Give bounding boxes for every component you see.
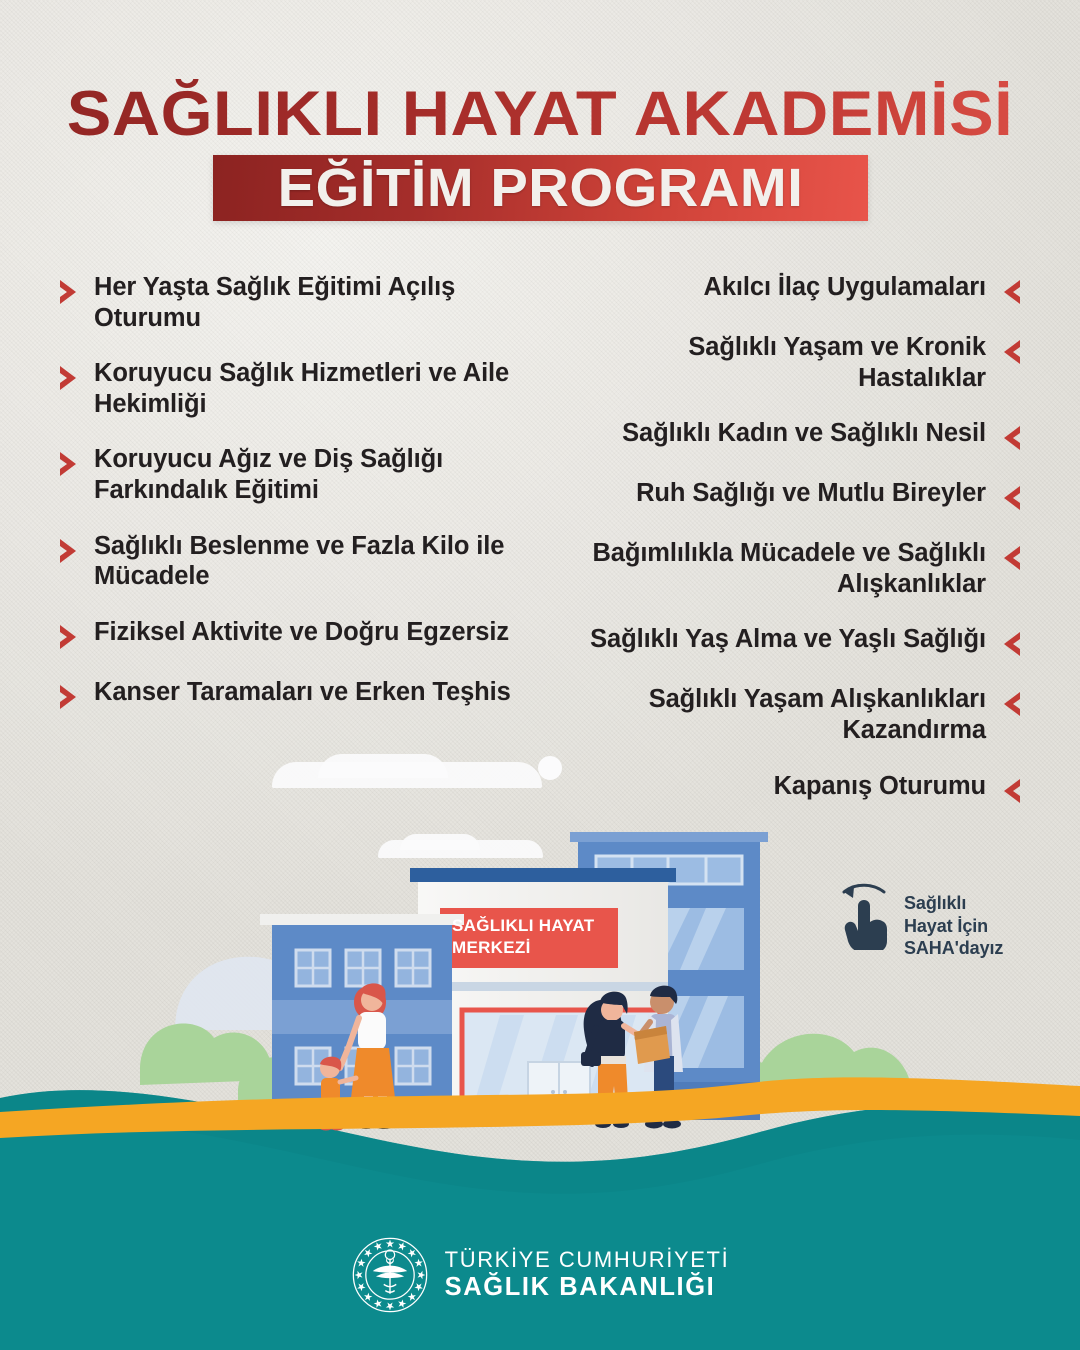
chevron-right-icon	[56, 449, 82, 479]
list-item-label: Sağlıklı Kadın ve Sağlıklı Nesil	[622, 419, 986, 448]
sign-line-1: SAĞLIKLI HAYAT	[452, 916, 595, 935]
subtitle-text: EĞİTİM PROGRAMI	[277, 158, 804, 218]
chevron-right-icon	[56, 277, 82, 307]
list-item	[554, 624, 1024, 659]
list-item	[56, 444, 516, 505]
pointing-hand-icon	[838, 878, 894, 950]
list-item	[56, 617, 516, 652]
slogan-line-2: Hayat İçin	[904, 915, 989, 936]
slogan-block	[838, 878, 1048, 960]
chevron-left-icon	[998, 423, 1024, 453]
list-item	[554, 418, 1024, 453]
health-center-ledge	[418, 982, 668, 991]
list-item-label: Bağımlılıkla Mücadele ve Sağlıklı Alışkanlıklar	[592, 539, 986, 598]
window-grid	[296, 950, 430, 986]
program-list-left	[56, 272, 516, 737]
list-item-label: Akılcı İlaç Uygulamaları	[703, 273, 986, 301]
list-item	[554, 332, 1024, 393]
sign-line-2: MERKEZİ	[452, 938, 531, 958]
chevron-left-icon	[998, 337, 1024, 367]
list-item-label: Sağlıklı Yaş Alma ve Yaşlı Sağlığı	[590, 625, 986, 654]
list-item	[554, 478, 1024, 513]
chevron-left-icon	[998, 629, 1024, 659]
footer-logo-area	[0, 1200, 1080, 1350]
list-item-label: Kapanış Oturumu	[773, 771, 986, 800]
building-right-roof	[570, 832, 768, 842]
slogan-line-3: SAHA'dayız	[904, 938, 1004, 959]
list-item-label: Her Yaşta Sağlık Eğitimi Açılış Oturumu	[94, 273, 456, 332]
chevron-right-icon	[56, 622, 82, 652]
slogan-line-1: Sağlıklı	[904, 893, 967, 913]
list-item-label: Koruyucu Ağız ve Diş Sağlığı Farkındalık Eğitimi	[94, 445, 444, 504]
list-item	[56, 358, 516, 419]
list-item-label: Kanser Taramaları ve Erken Teşhis	[94, 677, 511, 706]
chevron-right-icon	[56, 363, 82, 393]
page-title: SAĞLIKLI HAYAT AKADEMİSİ	[0, 78, 1080, 150]
ministry-line-1: TÜRKİYE CUMHURİYETİ	[444, 1247, 730, 1273]
list-item-label: Sağlıklı Beslenme ve Fazla Kilo ile Mücadele	[94, 531, 505, 591]
list-item-label: Fiziksel Aktivite ve Doğru Egzersiz	[94, 617, 510, 646]
chevron-left-icon	[998, 543, 1024, 573]
list-item-label: Sağlıklı Yaşam ve Kronik Hastalıklar	[688, 333, 986, 392]
ministry-emblem-icon	[351, 1236, 429, 1314]
list-item	[554, 272, 1024, 307]
health-center-sign-text	[452, 915, 594, 959]
ministry-logo	[351, 1236, 730, 1314]
list-item	[554, 538, 1024, 599]
ministry-logo-text	[445, 1248, 730, 1301]
list-item-label: Ruh Sağlığı ve Mutlu Bireyler	[636, 479, 986, 508]
list-item-label: Koruyucu Sağlık Hizmetleri ve Aile Hekimliği	[94, 359, 510, 418]
building-left-roof	[260, 914, 464, 925]
list-item	[56, 272, 516, 333]
ministry-line-2: SAĞLIK BAKANLIĞI	[444, 1273, 716, 1302]
chevron-left-icon	[998, 483, 1024, 513]
subtitle-banner	[213, 155, 868, 221]
list-item-label: Sağlıklı Yaşam Alışkanlıkları Kazandırma	[648, 685, 986, 744]
health-center-roof	[410, 868, 676, 882]
sun-icon	[538, 756, 562, 780]
chevron-right-icon	[56, 536, 82, 566]
list-item	[56, 531, 516, 592]
chevron-left-icon	[998, 277, 1024, 307]
slogan-text	[904, 878, 1003, 960]
